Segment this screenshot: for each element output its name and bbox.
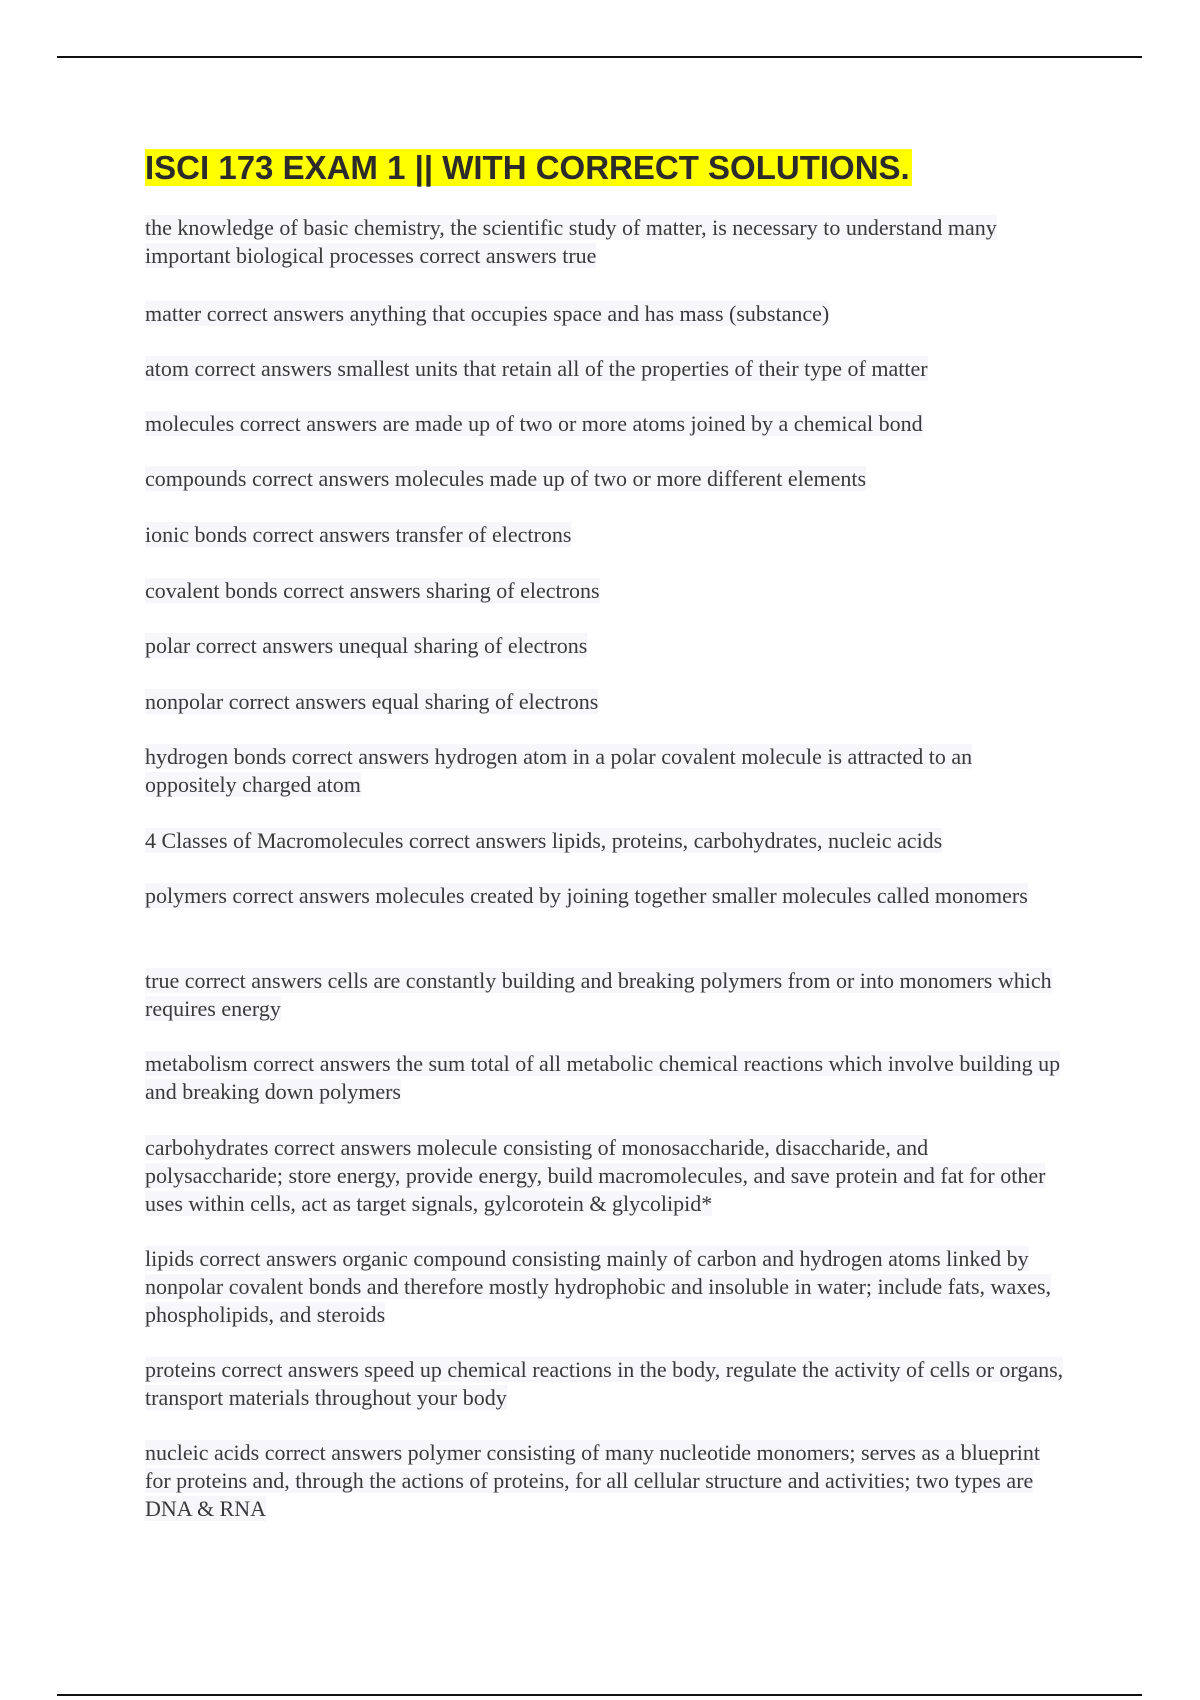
qa-entry-18: nucleic acids correct answers polymer consisting of many nucleotide monomers; serves as a blueprint for proteins and, through the actions of proteins, for all cellular structure and activities; two types are DNA & RNA [145, 1440, 1041, 1521]
qa-entry-14: metabolism correct answers the sum total of all metabolic chemical reactions which involve building up and breaking down polymers [145, 1051, 1061, 1104]
qa-entry-6: ionic bonds correct answers transfer of electrons [145, 522, 572, 547]
document-title-text: ISCI 173 EXAM 1 || WITH CORRECT SOLUTIONS. [145, 149, 910, 186]
bottom-rule [57, 1694, 1142, 1696]
qa-entry-15: carbohydrates correct answers molecule consisting of monosaccharide, disaccharide, and polysaccharide; store energy, provide energy, build macromolecules, and save protein and fat for other uses within cells, act as target signals, gylcorotein & glycolipid* [145, 1135, 1046, 1216]
qa-entry-1: the knowledge of basic chemistry, the scientific study of matter, is necessary to understand many important biological processes correct answers true [145, 215, 997, 268]
qa-entry-16: lipids correct answers organic compound consisting mainly of carbon and hydrogen atoms linked by nonpolar covalent bonds and therefore mostly hydrophobic and insoluble in water; include fats, waxes, phospholipids, and steroids [145, 1246, 1052, 1327]
qa-entry-4: molecules correct answers are made up of two or more atoms joined by a chemical bond [145, 411, 923, 436]
qa-entry-7: covalent bonds correct answers sharing of electrons [145, 578, 600, 603]
qa-entry-13: true correct answers cells are constantly building and breaking polymers from or into monomers which requires energy [145, 968, 1052, 1021]
qa-entry-3: atom correct answers smallest units that retain all of the properties of their type of matter [145, 356, 928, 381]
top-rule [57, 56, 1142, 58]
qa-entry-12: polymers correct answers molecules created by joining together smaller molecules called monomers [145, 883, 1028, 908]
qa-entry-9: nonpolar correct answers equal sharing of electrons [145, 689, 599, 714]
qa-entry-11: 4 Classes of Macromolecules correct answers lipids, proteins, carbohydrates, nucleic acids [145, 828, 943, 853]
qa-entry-8: polar correct answers unequal sharing of electrons [145, 633, 588, 658]
document-title [145, 148, 912, 188]
qa-entry-10: hydrogen bonds correct answers hydrogen atom in a polar covalent molecule is attracted to an oppositely charged atom [145, 744, 973, 797]
qa-entry-2: matter correct answers anything that occupies space and has mass (substance) [145, 301, 830, 326]
qa-entry-17: proteins correct answers speed up chemical reactions in the body, regulate the activity of cells or organs, transport materials throughout your body [145, 1357, 1064, 1410]
qa-entry-5: compounds correct answers molecules made up of two or more different elements [145, 466, 867, 491]
